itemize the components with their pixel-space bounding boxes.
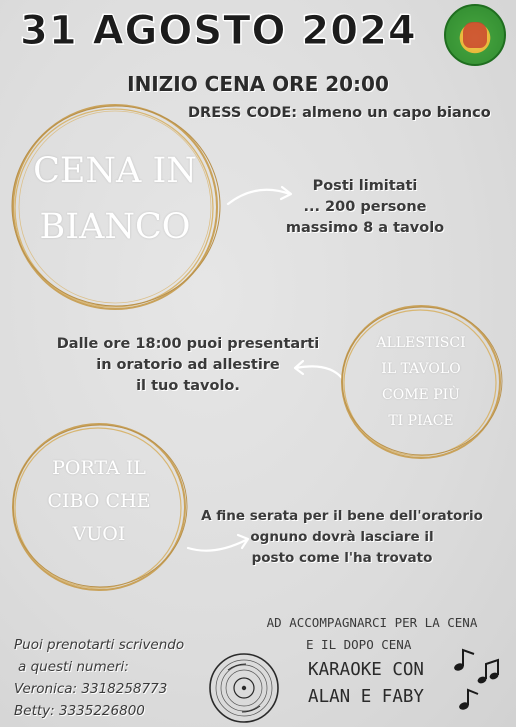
- cibo-line1: PORTA IL: [52, 457, 146, 479]
- main-title-line1: CENA IN: [33, 151, 197, 191]
- fine-serata-line3: posto come l'ha trovato: [251, 550, 433, 566]
- dalle-line1: Dalle ore 18:00 puoi presentarti: [56, 336, 320, 352]
- phone-betty: Betty: 3335226800: [14, 703, 145, 719]
- allestisci-line3: COME PIÙ: [382, 387, 460, 403]
- dalle-line3: il tuo tavolo.: [136, 378, 240, 394]
- music-notes-icon: [450, 646, 506, 716]
- allestisci-line1: ALLESTISCI: [376, 335, 466, 351]
- allestisci-line2: IL TAVOLO: [381, 361, 461, 377]
- accompagnarci-line2: E IL DOPO CENA: [306, 637, 412, 652]
- start-time: INIZIO CENA ORE 20:00: [127, 72, 389, 96]
- dress-code: DRESS CODE: almeno un capo bianco: [188, 105, 491, 121]
- parish-logo: [444, 4, 506, 66]
- logo-figure: [463, 22, 487, 48]
- fine-serata-line2: ognuno dovrà lasciare il: [250, 529, 434, 545]
- prenota-line2: a questi numeri:: [18, 659, 129, 675]
- event-date-title: 31 AGOSTO 2024: [20, 8, 417, 54]
- phone-veronica: Veronica: 3318258773: [14, 681, 168, 697]
- posti-line3: massimo 8 a tavolo: [285, 220, 445, 236]
- vinyl-record-icon: [206, 650, 282, 726]
- main-title-line2: BIANCO: [39, 207, 191, 247]
- allestisci-line4: TI PIACE: [388, 413, 454, 429]
- prenota-line1: Puoi prenotarti scrivendo: [14, 637, 185, 653]
- accompagnarci-line1: AD ACCOMPAGNARCI PER LA CENA: [266, 615, 478, 630]
- arrow-icon: [288, 358, 344, 384]
- posti-line2: ... 200 persone: [303, 199, 427, 215]
- dalle-line2: in oratorio ad allestire: [96, 357, 280, 373]
- cibo-line3: VUOI: [72, 523, 126, 545]
- fine-serata-line1: A fine serata per il bene dell'oratorio: [201, 508, 483, 524]
- posti-line1: Posti limitati: [312, 178, 418, 194]
- karaoke-line1: KARAOKE CON: [308, 660, 424, 680]
- cibo-line2: CIBO CHE: [47, 490, 151, 512]
- karaoke-line2: ALAN E FABY: [308, 687, 424, 707]
